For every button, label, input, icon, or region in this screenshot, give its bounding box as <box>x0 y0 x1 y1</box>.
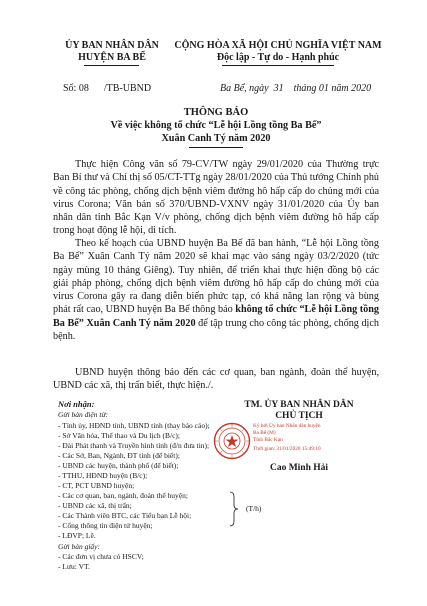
motto: Độc lập - Tự do - Hạnh phúc <box>216 52 340 63</box>
body-paragraph-3: UBND huyện thông báo đến các cơ quan, ban ngành, đoàn thể huyện, UBND các xã, thị trấn biết, thực hiện./. <box>53 367 379 392</box>
motto-underline <box>222 65 334 66</box>
notice-subject-line1: Về việc không tổ chức “Lễ hội Lồng tồng Ba Bể” <box>110 120 322 131</box>
notice-heading: THÔNG BÁO <box>183 107 249 118</box>
digital-signature-time: Thời gian: 31/01/2020 15:49:10 <box>253 446 321 452</box>
recipient-item: - Các cơ quan, ban, ngành, đoàn thể huyện; <box>58 491 188 500</box>
recipients-bracket-note: (T/h) <box>246 504 262 513</box>
recipients-paper-label: Gửi bản giấy: <box>58 542 101 551</box>
body-paragraph-1: Thực hiện Công văn số 79-CV/TW ngày 29/01/2020 của Thường trực Ban Bí thư và Chỉ thị số 05/CT-TTg ngày 28/01/2020 của Thủ tướng Chính phủ về công tác phòng, chống dịch bệnh viêm đường hô hấp cấp do chủng mới của virus Corona; Văn bản số 370/UBND-VXNV ngày 31/01/2020 của Ủy ban nhân dân tỉnh Bắc Kạn V/v phòng, chống dịch bệnh viêm đường hô hấp cấp trong hoạt động lễ hội, di tích. <box>53 159 380 237</box>
recipient-paper-item: - Lưu: VT. <box>58 562 90 571</box>
signature-org: TM. ỦY BAN NHÂN DÂN <box>244 400 354 410</box>
recipients-bracket <box>228 491 240 527</box>
country-name: CỘNG HÒA XÃ HỘI CHỦ NGHĨA VIỆT NAM <box>174 40 382 51</box>
recipient-item: - Các Sở, Ban, Ngành, ĐT tỉnh (để biết); <box>58 451 180 460</box>
title-underline <box>189 147 243 148</box>
recipients-heading: Nơi nhận: <box>58 399 95 409</box>
official-seal <box>213 422 251 460</box>
signer-name: Cao Minh Hải <box>269 463 329 473</box>
digital-signature-line: Ký bởi Ủy ban Nhân dân huyện <box>253 423 321 429</box>
recipient-item: - UBND các xã, thị trấn; <box>58 501 132 510</box>
recipient-item: - Các Thành viên BTC, các Tiểu ban Lễ hội; <box>58 511 192 520</box>
digital-signature-line: Ba Bể (M) <box>253 430 276 436</box>
recipients-electronic-label: Gửi bản điện tử: <box>58 410 109 419</box>
org-name: ỦY BAN NHÂN DÂN <box>65 40 159 51</box>
district-underline <box>84 65 139 66</box>
recipient-item: - CT, PCT UBND huyện; <box>58 481 135 490</box>
recipient-item: - Sở Văn hóa, Thể thao và Du lịch (B/c); <box>58 431 180 440</box>
recipient-item: - TTHU, HĐND huyện (B/c); <box>58 471 148 480</box>
recipient-item: - Cổng thông tin điện tử huyện; <box>58 521 153 530</box>
recipient-item: - Tỉnh ủy, HĐND tỉnh, UBND tỉnh (thay báo cáo); <box>58 421 210 430</box>
notice-subject-line2: Xuân Canh Tý năm 2020 <box>161 133 271 144</box>
recipient-item: - LĐVP; Lê. <box>58 531 96 540</box>
body-paragraph-2: Theo kế hoạch của UBND huyện Ba Bể đã ban hành, “Lễ hội Lồng tồng Ba Bể” Xuân Canh Tý năm 2020 sẽ khai mạc vào sáng ngày 03/2/2020 (tức ngày mùng 10 tháng Giêng). Tuy nhiên, để triển khai thực hiện đồng bộ các giải pháp phòng, chống dịch bệnh viêm đường hô hấp cấp do chủng mới của virus Corona gây ra đang diễn biến phức tạp, có khả năng lan rộng và bùng phát rất cao, UBND huyện Ba Bể thông báo không tổ chức “Lễ hội Lồng tồng Ba Bể” Xuân Canh Tý năm 2020 để tập trung cho công tác phòng, chống dịch bệnh. <box>53 238 380 343</box>
digital-signature-line: Tỉnh Bắc Kạn <box>253 437 283 443</box>
recipient-item: - Đài Phát thanh và Truyền hình tỉnh (đ/n đưa tin); <box>58 441 210 450</box>
district-name: HUYỆN BA BỂ <box>78 52 146 63</box>
recipient-paper-item: - Các đơn vị chưa có HSCV; <box>58 552 144 561</box>
recipient-item: - UBND các huyện, thành phố (để biết); <box>58 461 179 470</box>
signature-title: CHỦ TỊCH <box>275 411 323 421</box>
document-number: Số: 08 /TB-UBND <box>63 83 152 94</box>
document-date: Ba Bể, ngày 31 tháng 01 năm 2020 <box>220 83 372 94</box>
